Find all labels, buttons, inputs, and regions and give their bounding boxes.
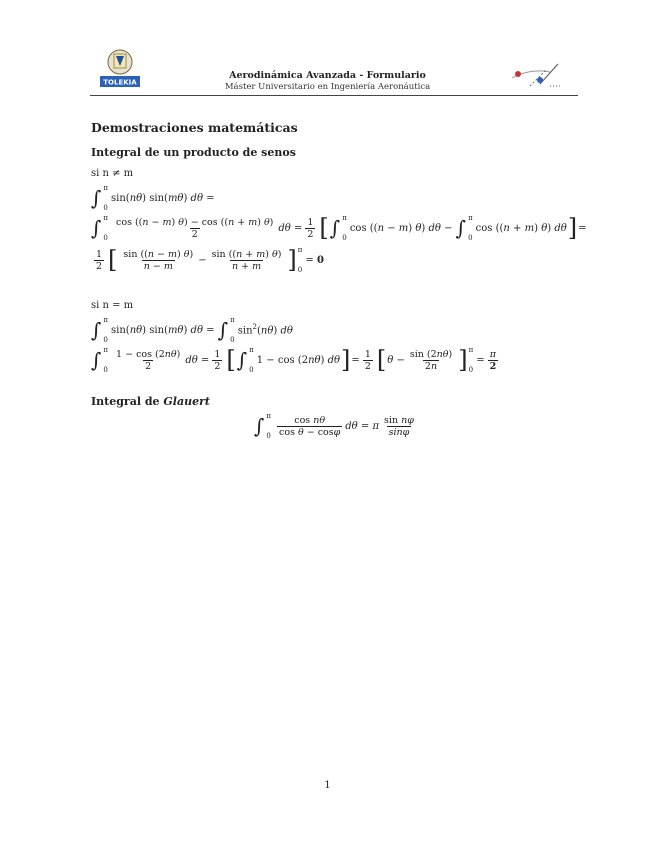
equation-3: $\frac{1}{2}$ [ $\frac{\sin ((n - m) \theta)}{n - m}$ − $\frac{\sin ((n + m) \theta)}{n + m}$ ] π 0 = 0 xyxy=(96,246,324,274)
logo-text: TOLEKIA xyxy=(103,78,137,87)
equation-5: ∫ π 0 $\frac{1 - \cos (2n\theta)}{2}$ dθ = $\frac{1}{2}$ [ ∫ π 0 1 − cos (2nθ) dθ ] = $\frac{1}{2}$ [ θ − $\frac{\sin (2n\theta)}{2n}$ ] π 0 = $\frac{\pi}{2}$ xyxy=(91,346,497,374)
equation-glauert: ∫ π 0 $\frac{\text{cos nθ}}{\text{cos θ − cosφ}}$ dθ = π $\frac{\text{sin nφ}}{\sin\varphi}$ xyxy=(254,412,414,440)
case-n-eq-m: si n = m xyxy=(91,300,134,311)
glauert-title-name: Glauert xyxy=(163,395,210,408)
section-title: Demostraciones matemáticas xyxy=(91,120,298,135)
glauert-title-prefix: Integral de xyxy=(91,395,164,408)
equation-4: ∫ π 0 sin(nθ) sin(mθ) dθ = ∫ π 0 $\sin^2(n\theta)$ dθ xyxy=(91,316,293,344)
header-title: Aerodinámica Avanzada - Formulario xyxy=(229,70,426,81)
aerospace-logo xyxy=(510,60,566,90)
page-number: 1 xyxy=(324,780,331,791)
equation-1: ∫ π 0 sin(nθ) sin(mθ) dθ = xyxy=(91,184,215,212)
equation-2: ∫ π 0 $\frac{\cos ((n - m) \theta) - \cos ((n + m) \theta)}{2}$ dθ = $\frac{1}{2}$ [ ∫ π 0 cos ((n − m) θ) dθ − ∫ π 0 cos ((n + m) θ) dθ ] = xyxy=(91,214,587,242)
subsection-title-glauert xyxy=(91,395,210,408)
subsection-title-sine-product: Integral de un producto de senos xyxy=(91,146,296,159)
header-subtitle: Máster Universitario en Ingeniería Aeronáutica xyxy=(224,82,431,92)
header-rule xyxy=(90,95,578,96)
case-n-neq-m: si n ≠ m xyxy=(91,168,134,179)
